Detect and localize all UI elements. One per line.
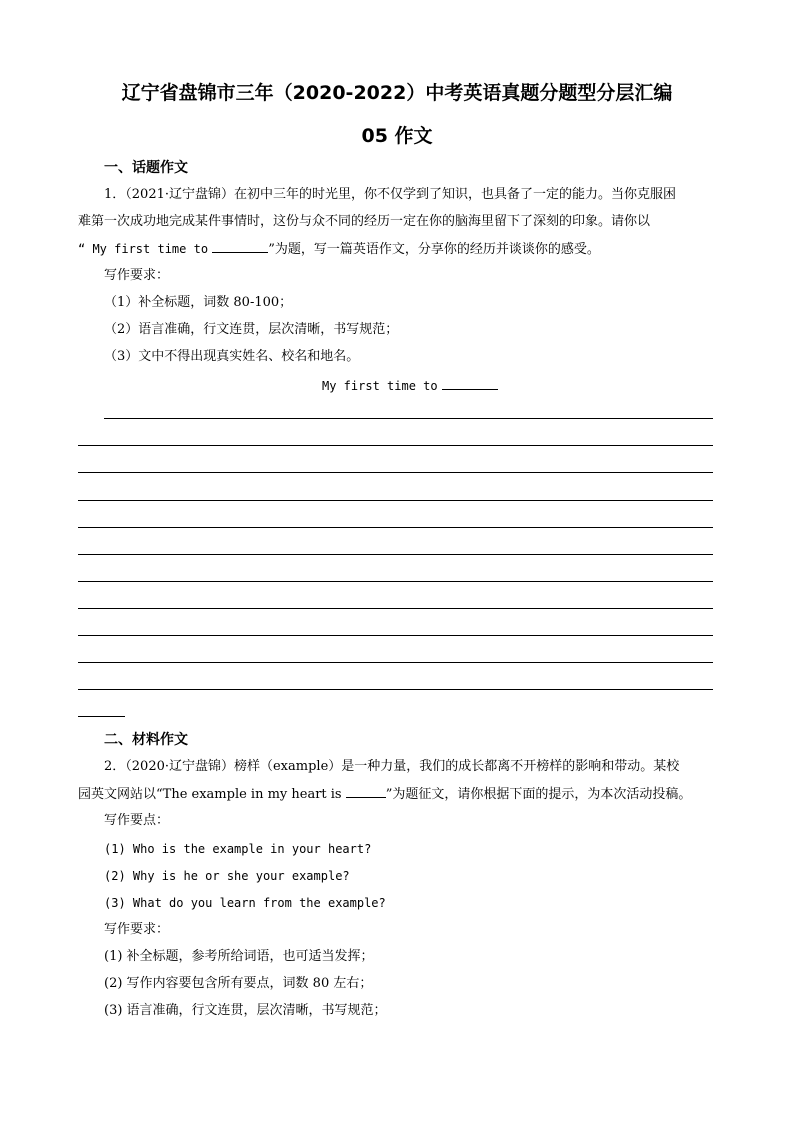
writing-line <box>78 472 713 473</box>
q1-line2: 难第一次成功地完成某件事情时，这份与众不同的经历一定在你的脑海里留下了深刻的印象。请你以 <box>78 214 651 229</box>
q2-req-label: 写作要求： <box>104 922 170 937</box>
writing-line-short <box>78 716 125 717</box>
q1-topic-blank <box>212 240 268 253</box>
document-title: 辽宁省盘锦市三年（2020-2022）中考英语真题分题型分层汇编 <box>121 82 673 104</box>
q1-req-label: 写作要求： <box>104 268 170 283</box>
q1-req3: （3）文中不得出现真实姓名、校名和地名。 <box>104 349 360 364</box>
q1-topic-rest: ”为题，写一篇英语作文，分享你的经历并谈谈你的感受。 <box>268 242 600 257</box>
writing-line <box>78 635 713 636</box>
q2-req2: (2) 写作内容要包含所有要点，词数 80 左右； <box>104 976 373 991</box>
q1-line1: 1．（2021·辽宁盘锦）在初中三年的时光里，你不仅学到了知识，也具备了一定的能力。当你克服困 <box>104 187 676 202</box>
q2-line2-start: 园英文网站以“The example in my heart is <box>78 787 342 802</box>
q2-req3: (3) 语言准确，行文连贯，层次清晰，书写规范； <box>104 1003 387 1018</box>
writing-line <box>78 500 713 501</box>
writing-line <box>104 418 713 419</box>
writing-line <box>78 581 713 582</box>
q1-topic-open: “ My first time to <box>78 242 209 256</box>
q2-line2 <box>78 785 691 804</box>
q2-points-label: 写作要点： <box>104 813 170 828</box>
section1-heading: 一、话题作文 <box>104 160 188 176</box>
q2-point3: (3) What do you learn from the example? <box>104 896 386 910</box>
q2-point1: (1) Who is the example in your heart? <box>104 842 372 856</box>
writing-line <box>78 689 713 690</box>
q1-req1: （1）补全标题，词数 80-100； <box>104 295 293 310</box>
q1-essay-title <box>322 377 498 396</box>
writing-line <box>78 445 713 446</box>
writing-line <box>78 527 713 528</box>
q2-line1: 2．（2020·辽宁盘锦）榜样（example）是一种力量，我们的成长都离不开榜样的影响和带动。某校 <box>104 759 680 774</box>
document-subtitle: 05 作文 <box>361 125 433 147</box>
q2-req1: (1) 补全标题，参考所给词语，也可适当发挥； <box>104 949 374 964</box>
writing-line <box>78 554 713 555</box>
essay-title-blank <box>442 377 498 390</box>
q2-line2-end: ”为题征文，请你根据下面的提示，为本次活动投稿。 <box>385 787 692 802</box>
q1-req2: （2）语言准确，行文连贯，层次清晰，书写规范； <box>104 322 399 337</box>
writing-line <box>78 662 713 663</box>
q2-topic-blank <box>346 785 386 798</box>
q2-point2: (2) Why is he or she your example? <box>104 869 350 883</box>
q1-line3 <box>78 240 600 259</box>
section2-heading: 二、材料作文 <box>104 732 188 748</box>
writing-line <box>78 608 713 609</box>
essay-title-text: My first time to <box>322 379 438 393</box>
